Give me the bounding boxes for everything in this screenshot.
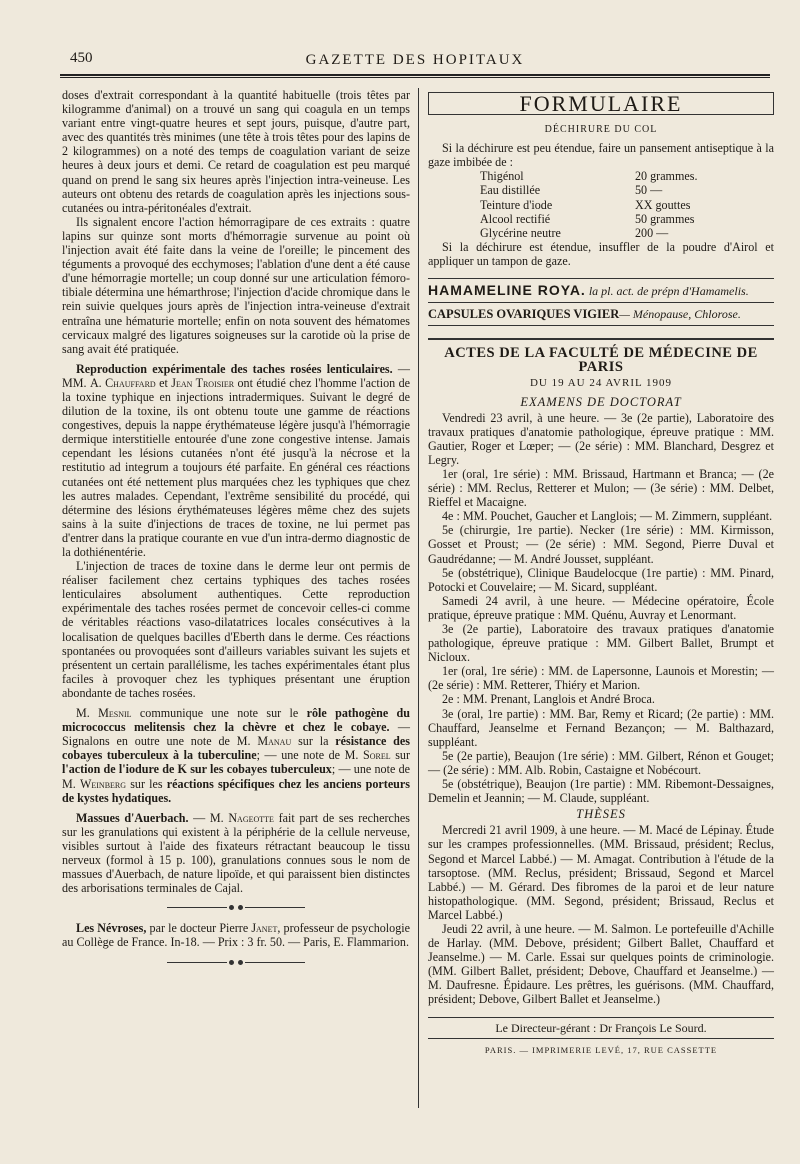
- recipe-list: [480, 169, 730, 239]
- author-sorel: Sorel: [363, 748, 391, 763]
- right-column: [428, 92, 774, 1057]
- exam-entry: Vendredi 23 avril, à une heure. — 3e (2e partie), Laboratoire des travaux pratiques d'anatomie pathologique, épreuve pratique : MM. Gautier, Roger et Lœper; — (2e série) : MM. Blanchard, Desgrez et Legry.: [428, 410, 774, 467]
- book-title-nevroses: Les Névroses,: [76, 921, 147, 936]
- recipe-quantity: 50 —: [635, 183, 663, 198]
- left-column: [62, 88, 410, 976]
- paragraph-text: fait part de ses recherches sur les granulations qui existent à la périphérie de la cellule nerveuse, visibles surtout à l'aide des fixateurs rétractant beaucoup le tissu nerveux (formol à 15 p. 100), granulations connues sous le nom de massues d'Auerbach, de nature lipoïde, et qui paraissent bien distinctes des arborisations terminales de Cajal.: [62, 810, 410, 896]
- theses-heading: THÈSES: [576, 807, 626, 822]
- header-rule: [60, 74, 770, 76]
- recipe-row: [480, 226, 730, 240]
- paragraph-coagulation: doses d'extrait correspondant à la quantité habituelle (trois têtes par kilogramme d'animal) on a trouvé un sang qui coagula en un temps variant entre vingt-quatre heures et sept jours, puisque, d'autre part, avec des quantités très minimes (une tête à trois têtes pour des lapins de 2 kilogrammes) on a noté des temps de coagulation variant de seize heures à deux jours et demi. Ce retard de coagulation est peu marqué quand on prend le sang six heures après l'injection intra-veineuse. Les auteurs ont obtenu des retards de coagulation après les injections sous-cutanées ou intra-péritonéales d'extrait.: [62, 88, 410, 215]
- paragraph-nevroses: [62, 921, 410, 949]
- recipe-ingredient: Glycérine neutre: [480, 225, 561, 240]
- recipe-row: [480, 183, 730, 197]
- advert-capsules: [428, 303, 774, 326]
- author-weinberg: Weinberg: [79, 776, 127, 791]
- exam-entry: 2e : MM. Prenant, Langlois et André Broca.: [442, 692, 655, 707]
- column-divider: [418, 88, 419, 1108]
- advert-hamameline: [428, 278, 774, 303]
- text-fragment: — M.: [188, 810, 229, 825]
- paragraph-notes: [62, 706, 410, 805]
- exam-entry: 1er (oral, 1re série) : MM. de Lapersonne, Launois et Morestin; — (2e série) : MM. Retterer, Thiéry et Marion.: [428, 664, 774, 693]
- exam-entry: 5e (obstétrique), Clinique Baudelocque (1re partie) : MM. Pinard, Potocki et Couvelaire; — M. Sicard, suppléant.: [428, 565, 774, 594]
- text-fragment: — MM.: [62, 361, 410, 390]
- advert-brand: HAMAMELINE ROYA.: [428, 282, 586, 299]
- note-title-tuberculine: résistance des cobayes tuberculeux à la tuberculine: [62, 734, 410, 763]
- section-title-taches: Reproduction expérimentale des taches rosées lenticulaires.: [76, 361, 393, 376]
- ornament-separator: [62, 901, 410, 915]
- exam-entry: 3e (2e partie), Laboratoire des travaux pratiques d'anatomie pathologique, épreuve pratique : MM. Gilbert Ballet, Brumpt et Nicloux.: [428, 622, 774, 665]
- exam-entry: 1er (oral, 1re série) : MM. Brissaud, Hartmann et Branca; — (2e série) : MM. Reclus, Retterer et Mulon; — (3e série) : MM. Delbet, Rieffel et Macaigne.: [428, 466, 774, 510]
- page-number: 450: [70, 50, 93, 66]
- text-fragment: et: [155, 375, 172, 390]
- recipe-ingredient: Alcool rectifié: [480, 211, 551, 226]
- these-entry: Jeudi 22 avril, à une heure. — M. Salmon. Le portefeuille d'Achille de Harlay. (MM. Debove, président; Gilbert Ballet, Chauffard et Jeanselme.) — M. Carle. Essai sur quelques points de criminologie. (MM. Gilbert Ballet, président; Debove, Chauffard et Jeanselme.) — M. Daufresne. Épidaure. Les prêtres, les guérisons. (MM. Chauffard, président; Debove, Gilbert Ballet et Jeanselme.): [428, 921, 774, 1007]
- text-fragment: communique une note sur le: [131, 706, 307, 721]
- note-title-melitensis: rôle pathogène du micrococcus melitensis chez la chèvre et chez le cobaye.: [62, 706, 411, 735]
- examens-heading: EXAMENS DE DOCTORAT: [520, 394, 682, 409]
- formulaire-title: FORMULAIRE: [428, 92, 774, 115]
- recipe-row: [480, 169, 730, 183]
- paragraph-massues: [62, 811, 410, 896]
- author-chauffard: A. Chauffard: [89, 375, 156, 390]
- text-fragment: sur la: [291, 734, 336, 749]
- header-rule-thin: [60, 77, 770, 78]
- these-entry: Mercredi 21 avril 1909, à une heure. — M. Macé de Lépinay. Étude sur les crampes professionnelles. (MM. Brissaud, président; Reclus, Segond et Marcel Labbé.) — M. Amagat. Contribution à l'étude de la tarsoptose. (MM. Reclus, président; Brissaud, Segond et Marcel Labbé.) — M. Gérard. Des fibromes de la paroi et de leur nature histopathologique. (MM. Segond, président; Brissaud, Reclus et Marcel Labbé.): [428, 823, 774, 922]
- text-fragment: ; — une note de M.: [62, 762, 410, 791]
- actes-dates: DU 19 AU 24 AVRIL 1909: [529, 377, 673, 390]
- recipe-quantity: 20 grammes.: [635, 169, 698, 184]
- exam-entry: Samedi 24 avril, à une heure. — Médecine opératoire, École pratique, épreuve pratique : MM. Quénu, Auvray et Lenormant.: [428, 593, 774, 622]
- text-fragment: , professeur de psychologie au Collège de France. In-18. — Prix : 3 fr. 50. — Paris, E. Flammarion.: [62, 921, 410, 950]
- exam-entry: 5e (chirurgie, 1re partie). Necker (1re série) : MM. Kirmisson, Gosset et Proust; — (2e série) : MM. Segond, Pierre Duval et Gaudrédanne; — M. André Jousset, suppléant.: [428, 523, 774, 566]
- dechirure-end: Si la déchirure est étendue, insuffler de la poudre d'Airol et appliquer un tampon de gaze.: [428, 239, 774, 268]
- author-janet: Janet: [251, 921, 278, 936]
- printer-line: PARIS. — IMPRIMERIE LEVÉ, 17, RUE CASSETTE: [484, 1044, 718, 1055]
- author-troisier: Jean Troisier: [171, 375, 235, 390]
- dechirure-heading: DÉCHIRURE DU COL: [544, 124, 658, 136]
- note-title-iodure: l'action de l'iodure de K sur les cobayes tuberculeux: [62, 762, 332, 777]
- recipe-row: [480, 198, 730, 212]
- recipe-quantity: 50 grammes: [635, 211, 695, 226]
- recipe-quantity: XX gouttes: [635, 197, 691, 212]
- exam-entry: 5e (obstétrique), Beaujon (1re partie) : MM. Ribemont-Dessaignes, Demelin et Jeannin; — M. Claude, suppléant.: [428, 777, 774, 806]
- paragraph-taches-rosees: [62, 362, 410, 559]
- paragraph-injection-toxine: L'injection de traces de toxine dans le derme leur ont permis de réaliser facilement chez certains typhiques des taches rosées lenticulaires absolument authentiques. Cette reproduction expérimentale des taches rosées permet de concevoir celles-ci comme de véritables réactions vaso-dilatatrices locales consécutives à la localisation de quelques bacilles d'Eberth dans le derme. Ces réactions spontanées ou provoquées sont d'ailleurs variables suivant les sujets et présentent un certain parallélisme, les taches expérimentales étant plus faciles à provoquer chez les typhiques présentant une éruption abondante de taches rosées.: [62, 559, 410, 700]
- section-title-massues: Massues d'Auerbach.: [76, 810, 189, 825]
- page-header: [60, 50, 770, 80]
- text-fragment: sur: [390, 748, 410, 763]
- advert-text: — Ménopause, Chlorose.: [619, 307, 741, 322]
- author-manau: Manau: [257, 734, 292, 749]
- paragraph-text: ont étudié chez l'homme l'action de la toxine typhique en injections intradermiques. Suivant le degré de dilution de la toxine, ils ont obtenu toute une gamme de réactions congestives, depuis la nappe érythémateuse légère jusqu'à l'hémorragie dermique interstitielle entourée d'une zone congestive intense. Jamais cependant les lésions cutanées n'ont été jusqu'à la nécrose et la restitutio ad integrum a toujours été parfaite. En général ces réactions cutanées ont été nettement plus marquées chez les typhiques que chez les autres malades. Cependant, l'extrême sensibilité du procédé, qui détermine des lésions érythémateuses légères même chez des sujets sains à la suite d'injections de traces de toxine, ne lui permet pas d'entrer dans la pratique courante en vue d'un intra-dermo diagnostic de la dothiénentérie.: [62, 375, 410, 559]
- recipe-ingredient: Eau distillée: [480, 183, 541, 198]
- author-nageotte: Nageotte: [228, 810, 274, 825]
- paragraph-hemorragipare: Ils signalent encore l'action hémorragipare de ces extraits : quatre lapins sur quinze sont morts d'hémorragie survenue au point où l'injection avait été faite dans la veine de l'oreille; le pincement des téguments a provoqué des ecchymoses; l'ablation d'une dent a été cause d'une hémorragie mortelle; un coup donné sur une articulation fémoro-tibiale détermina une hémarthrose; l'injection d'acide chromique dans le rein suivie quelques jours après de l'injection intra-veineuse d'extrait entraîna une hématurie mortelle; enfin on nota souvent des hématomes cervicaux malgré des ligatures soigneuses sur la carotide où la prise de sang avait été pratiquée.: [62, 214, 410, 356]
- text-fragment: — Signalons en outre une note de M.: [62, 720, 410, 749]
- text-fragment: sur les: [126, 776, 167, 791]
- text-fragment: par le docteur Pierre: [146, 921, 252, 936]
- journal-title: GAZETTE DES HOPITAUX: [305, 52, 525, 68]
- dechirure-intro: Si la déchirure est peu étendue, faire un pansement antiseptique à la gaze imbibée de :: [428, 141, 774, 170]
- recipe-ingredient: Teinture d'iode: [480, 197, 553, 212]
- note-title-kystes: réactions spécifiques chez les anciens porteurs de kystes hydatiques.: [62, 776, 410, 805]
- recipe-quantity: 200 —: [635, 225, 669, 240]
- advert-text: la pl. act. de prépn d'Hamamelis.: [588, 284, 749, 299]
- directeur-gerant: Le Directeur-gérant : Dr François Le Sourd.: [428, 1017, 774, 1039]
- actes-title: ACTES DE LA FACULTÉ DE MÉDECINE DE PARIS: [428, 338, 774, 374]
- ornament-separator-end: [62, 956, 410, 970]
- exam-entry: 3e (oral, 1re partie) : MM. Bar, Remy et Ricard; (2e partie) : MM. Chauffard, Jeanselme et Fernand Bezançon; — M. Balthazard, suppléant.: [428, 706, 774, 749]
- advert-brand: CAPSULES OVARIQUES VIGIER: [428, 307, 620, 322]
- author-mesnil: M. Mesnil: [76, 706, 132, 721]
- exam-entry: 5e (2e partie), Beaujon (1re série) : MM. Gilbert, Rénon et Gouget; — (2e série) : MM. Alb. Robin, Castaigne et Nobécourt.: [428, 748, 774, 777]
- recipe-row: [480, 212, 730, 226]
- recipe-ingredient: Thigénol: [480, 169, 524, 184]
- text-fragment: ; — une note de M.: [256, 748, 363, 763]
- exam-entry: 4e : MM. Pouchet, Gaucher et Langlois; — M. Zimmern, suppléant.: [442, 509, 773, 524]
